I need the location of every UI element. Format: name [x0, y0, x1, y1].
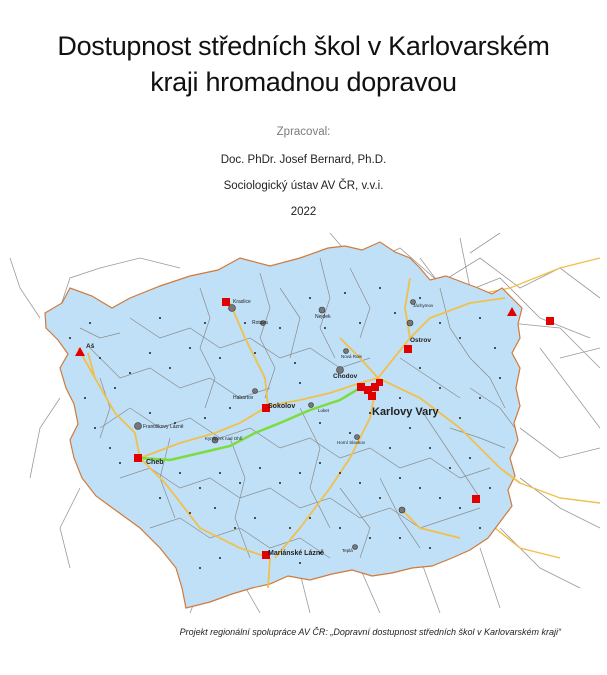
city-label: Karlovy Vary	[372, 406, 439, 418]
city-label: Kraslice	[233, 299, 251, 305]
region-map	[0, 228, 607, 613]
city-label: Horní Slavkov	[337, 440, 366, 445]
prepared-by-label: Zpracoval:	[276, 126, 331, 138]
author-name: Doc. PhDr. Josef Bernard, Ph.D.	[220, 154, 387, 166]
city-label: Nová Role	[341, 354, 363, 359]
title-line-2: kraji hromadnou dopravou	[150, 67, 457, 97]
city-label: Teplá	[342, 548, 353, 553]
city-label: Sokolov	[268, 403, 296, 410]
city-label: Loket	[318, 408, 330, 413]
city-label: Františkovy Lázně	[143, 424, 184, 430]
city-label: Habartov	[233, 395, 254, 401]
title-line-1: Dostupnost středních škol v Karlovarském	[57, 31, 550, 61]
year: 2022	[290, 206, 317, 218]
city-label: Nejdek	[315, 314, 331, 320]
institution-name: Sociologický ústav AV ČR, v.v.i.	[223, 180, 384, 192]
city-label: Mariánské Lázně	[268, 550, 325, 557]
city-label: Aš	[86, 343, 95, 350]
city-label: Ostrov	[410, 337, 431, 344]
city-label: Chodov	[333, 373, 358, 380]
project-footer: Projekt regionální spolupráce AV ČR: „Dopravní dostupnost středních škol v Karlovarském kraji“	[179, 627, 561, 637]
city-label: Cheb	[146, 459, 164, 466]
city-label: Kynšperk nad Ohří	[205, 436, 243, 441]
city-label: Rotava	[252, 320, 268, 326]
document-title	[0, 28, 607, 100]
city-label: Jáchymov	[413, 303, 434, 308]
